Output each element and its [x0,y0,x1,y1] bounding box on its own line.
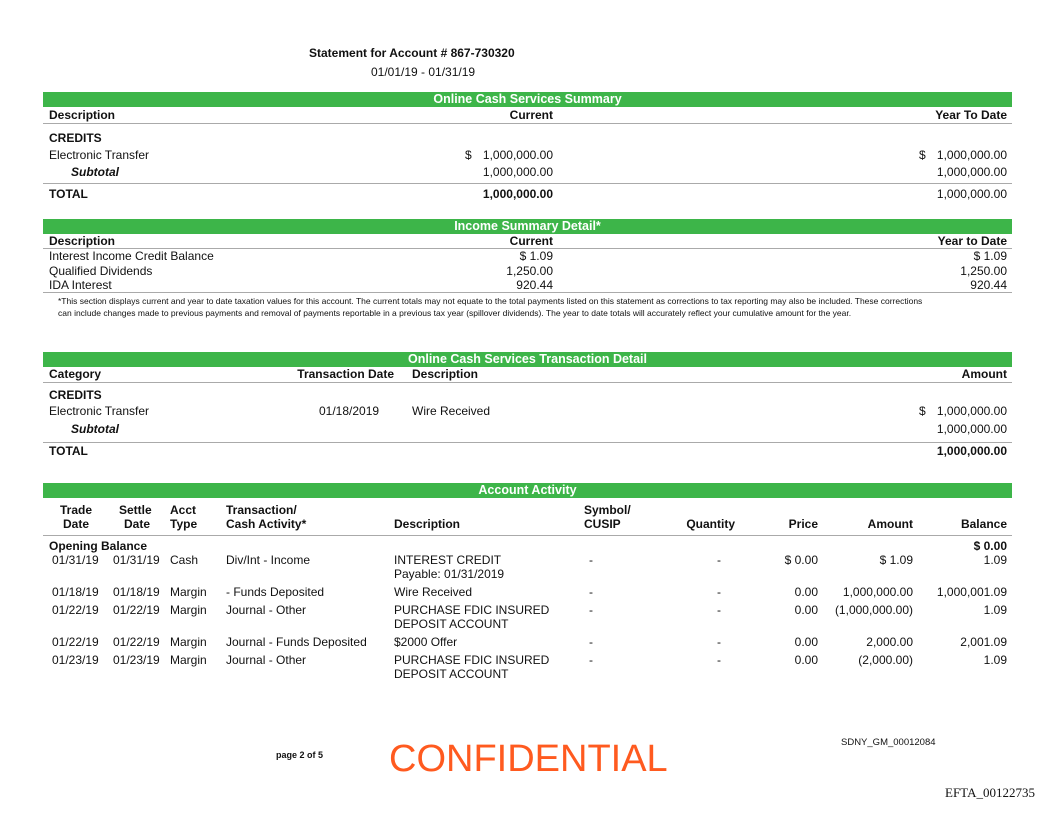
subtotal-ytd: 1,000,000.00 [936,165,1007,179]
row-amount: 1,000,000.00 [936,404,1007,418]
bates-number: SDNY_GM_00012084 [841,737,936,748]
amount: 2,000.00 [866,635,913,649]
transaction-type: Div/Int - Income [226,553,311,567]
subtotal-amount: 1,000,000.00 [936,422,1007,436]
income-row-current: 920.44 [516,278,553,292]
col-current: Current [509,108,553,122]
amount: $ 1.09 [879,553,913,567]
transaction-type: Journal - Funds Deposited [226,635,367,649]
symbol: - [589,653,593,667]
col-txn: Cash Activity* [226,517,307,531]
description: Wire Received [394,585,473,599]
quantity: - [717,553,721,567]
divider [43,292,1012,293]
price: 0.00 [794,585,818,599]
col-trade: Trade [60,503,93,517]
settle-date: 01/31/19 [113,553,160,567]
col-price: Price [788,517,818,531]
col-ytd: Year to Date [937,234,1007,248]
trade-date: 01/22/19 [52,635,99,649]
description-line2: DEPOSIT ACCOUNT [394,667,509,681]
balance: 1.09 [983,553,1007,567]
col-ytd: Year To Date [935,108,1007,122]
row-date: 01/18/2019 [319,404,380,418]
balance: 1,000,001.09 [936,585,1007,599]
statement-period: 01/01/19 - 01/31/19 [371,65,476,79]
symbol: - [589,635,593,649]
price: 0.00 [794,635,818,649]
col-description: Description [49,108,116,122]
opening-balance-label: Opening Balance [49,539,148,553]
settle-date: 01/22/19 [113,635,160,649]
account-type: Margin [170,603,207,617]
description: $2000 Offer [394,635,458,649]
footnote: *This section displays current and year to date taxation values for this account. The current totals may not equate to the total payments listed on this statement as corrections to tax reporting may also be included. These corrections [58,296,923,306]
income-row-label: Interest Income Credit Balance [49,249,214,263]
description: PURCHASE FDIC INSURED [394,653,550,667]
amount: 1,000,000.00 [842,585,913,599]
symbol: - [589,585,593,599]
balance: 1.09 [983,603,1007,617]
account-type: Margin [170,585,207,599]
subtotal-current: 1,000,000.00 [482,165,553,179]
col-qty: Quantity [686,517,735,531]
confidential-stamp: CONFIDENTIAL [389,738,668,780]
balance: 2,001.09 [960,635,1007,649]
trade-date: 01/31/19 [52,553,99,567]
footnote: can include changes made to previous payments and removal of payments reportable in a previous tax year (spillover dividends). The year to date totals will accurately reflect your cumulative amount for the year. [58,308,852,318]
row-ytd: 1,000,000.00 [936,148,1007,162]
income-row-current: 1,250.00 [506,264,553,278]
income-row-ytd: $ 1.09 [973,249,1007,263]
col-sym: CUSIP [584,517,621,531]
credits-label: CREDITS [49,131,102,145]
col-settle: Date [124,517,151,531]
col-trade: Date [63,517,90,531]
row-label: Electronic Transfer [49,404,150,418]
col-amount: Amount [961,367,1007,381]
total-current: 1,000,000.00 [482,187,553,201]
settle-date: 01/18/19 [113,585,160,599]
col-current: Current [509,234,553,248]
currency-sign: $ [919,404,926,418]
col-acct: Type [170,517,198,531]
divider [43,535,1012,536]
settle-date: 01/23/19 [113,653,160,667]
col-acct: Acct [170,503,197,517]
settle-date: 01/22/19 [113,603,160,617]
opening-balance-value: $ 0.00 [973,539,1007,553]
price: $ 0.00 [784,553,818,567]
description-line2: Payable: 01/31/2019 [394,567,505,581]
income-row-label: IDA Interest [49,278,112,292]
subtotal-label: Subtotal [71,422,119,436]
statement-title: Statement for Account # 867-730320 [309,46,515,60]
total-amount: 1,000,000.00 [936,444,1007,458]
income-row-ytd: 1,250.00 [960,264,1007,278]
currency-sign: $ [465,148,472,162]
trade-date: 01/23/19 [52,653,99,667]
efta-number: EFTA_00122735 [945,785,1035,800]
divider [43,442,1012,443]
col-desc: Description [394,517,461,531]
divider [43,382,1012,383]
col-settle: Settle [119,503,152,517]
page-number: page 2 of 5 [276,750,324,760]
amount: (1,000,000.00) [834,603,913,617]
subtotal-label: Subtotal [71,165,119,179]
transaction-type: Journal - Other [226,653,307,667]
trade-date: 01/18/19 [52,585,99,599]
balance: 1.09 [983,653,1007,667]
account-type: Margin [170,653,207,667]
total-ytd: 1,000,000.00 [936,187,1007,201]
trade-date: 01/22/19 [52,603,99,617]
summary-section-header: Online Cash Services Summary [43,92,1012,107]
quantity: - [717,603,721,617]
col-transaction-date: Transaction Date [297,367,394,381]
col-balance: Balance [960,517,1007,531]
quantity: - [717,653,721,667]
col-description: Description [412,367,479,381]
amount: (2,000.00) [858,653,913,667]
price: 0.00 [794,653,818,667]
account-type: Margin [170,635,207,649]
transaction-type: Journal - Other [226,603,307,617]
quantity: - [717,585,721,599]
col-amount: Amount [867,517,913,531]
credits-label: CREDITS [49,388,102,402]
income-section-header: Income Summary Detail* [43,219,1012,234]
account-type: Cash [170,553,199,567]
symbol: - [589,603,593,617]
quantity: - [717,635,721,649]
activity-section-header: Account Activity [43,483,1012,498]
divider [43,123,1012,124]
col-description: Description [49,234,116,248]
col-txn: Transaction/ [226,503,297,517]
transaction-type: - Funds Deposited [226,585,325,599]
row-label: Electronic Transfer [49,148,150,162]
total-label: TOTAL [49,187,88,201]
symbol: - [589,553,593,567]
price: 0.00 [794,603,818,617]
detail-section-header: Online Cash Services Transaction Detail [43,352,1012,367]
income-row-label: Qualified Dividends [49,264,153,278]
description-line2: DEPOSIT ACCOUNT [394,617,509,631]
income-row-current: $ 1.09 [519,249,553,263]
income-row-ytd: 920.44 [970,278,1007,292]
row-current: 1,000,000.00 [482,148,553,162]
currency-sign: $ [919,148,926,162]
description: INTEREST CREDIT [394,553,502,567]
row-description: Wire Received [412,404,491,418]
divider [43,183,1012,184]
description: PURCHASE FDIC INSURED [394,603,550,617]
col-category: Category [49,367,102,381]
total-label: TOTAL [49,444,88,458]
col-sym: Symbol/ [584,503,631,517]
